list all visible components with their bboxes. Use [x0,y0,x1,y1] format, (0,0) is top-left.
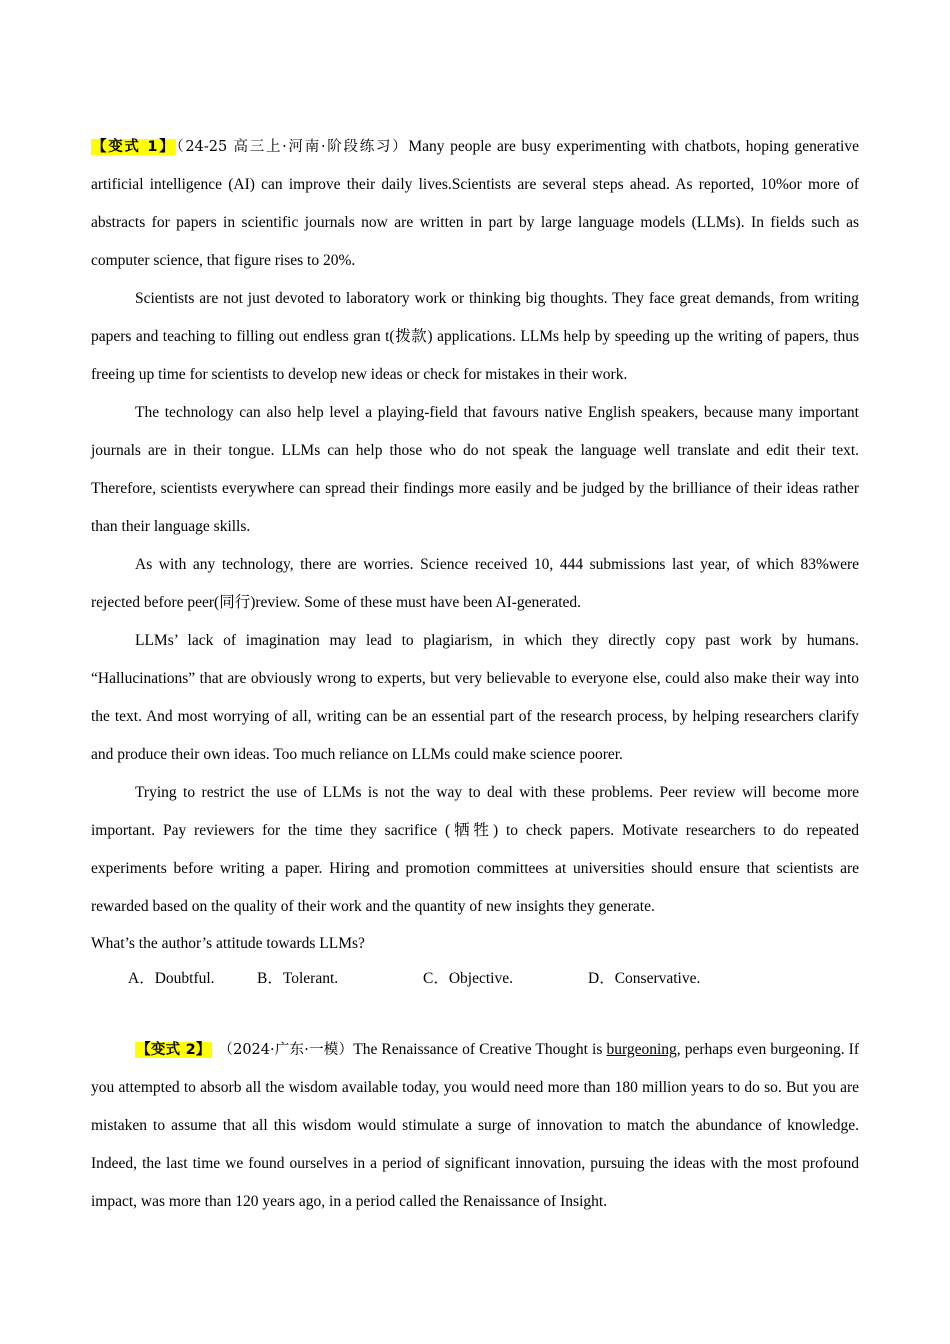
section-spacer [91,996,859,1031]
document-page [91,128,859,1221]
variant2-text-after: , perhaps even burgeoning. If you attempted to absorb all the wisdom available today, you would need more than 180 million years to do so. But you are mistaken to assume that all this wisdom would stimulate a surge of innovation to match the abundance of knowledge. Indeed, the last time we found ourselves in a period of significant innovation, pursuing the ideas with the most profound impact, was more than 120 years ago, in a period called the Renaissance of Insight. [91,1041,860,1210]
variant1-paragraph-1: Many people are busy experimenting with chatbots, hoping generative artificial intelligence (AI) can improve their daily lives.Scientists are several steps ahead. As reported, 10%or more of abstracts for papers in scientific journals now are written in part by large language models (LLMs). In fields such as computer science, that figure rises to 20%. [91,138,859,269]
variant1-paragraph-5: LLMs’ lack of imagination may lead to plagiarism, in which they directly copy past work by humans. “Hallucinations” that are obviously wrong to experts, but very believable to everyone else, could also make their way into the text. And most worrying of all, writing can be an essential part of the research process, by helping researchers clarify and produce their own ideas. Too much reliance on LLMs could make science poorer. [91,632,859,763]
option-a[interactable]: A．Doubtful. [128,970,215,987]
underlined-word: burgeoning [606,1041,677,1058]
variant1-paragraph-6: Trying to restrict the use of LLMs is not the way to deal with these problems. Peer review will become more important. Pay reviewers for the time they sacrifice (牺牲) to check papers. Motivate researchers to do repeated experiments before writing a paper. Hiring and promotion committees at universities should ensure that scientists are rewarded based on the quality of their work and the quantity of new insights they generate. [91,784,859,915]
variant1-paragraph-3: The technology can also help level a playing-field that favours native English speakers, because many important journals are in their tongue. LLMs can help those who do not speak the language well translate and edit their text. Therefore, scientists everywhere can spread their findings more easily and be judged by the brilliance of their ideas rather than their language skills. [91,404,859,535]
variant2-text-before: The Renaissance of Creative Thought is [353,1041,607,1058]
option-b[interactable]: B．Tolerant. [257,970,339,987]
variant1-intro-paragraph [91,128,859,280]
variant1-paragraph-2: Scientists are not just devoted to laboratory work or thinking big thoughts. They face great demands, from writing papers and teaching to filling out endless gran t(拨款) applications. LLMs help by speeding up the writing of papers, thus freeing up time for scientists to develop new ideas or check for mistakes in their work. [91,290,859,383]
option-d[interactable]: D．Conservative. [588,970,701,987]
variant2-tag: 【变式 2】 [136,1042,211,1058]
option-c[interactable]: C．Objective. [423,970,513,987]
variant1-question: What’s the author’s attitude towards LLMs? [91,935,365,952]
variant1-options [91,961,859,996]
variant1-paragraph-4: As with any technology, there are worries. Science received 10, 444 submissions last year, of which 83%were rejected before peer(同行)review. Some of these must have been AI-generated. [91,556,859,611]
variant2-paragraph [91,1031,859,1221]
variant1-source: （24-25 高三上·河南·阶段练习） [176,139,409,155]
variant2-source: （2024·广东·一模） [225,1042,354,1058]
variant1-tag: 【变式 1】 [92,139,176,155]
